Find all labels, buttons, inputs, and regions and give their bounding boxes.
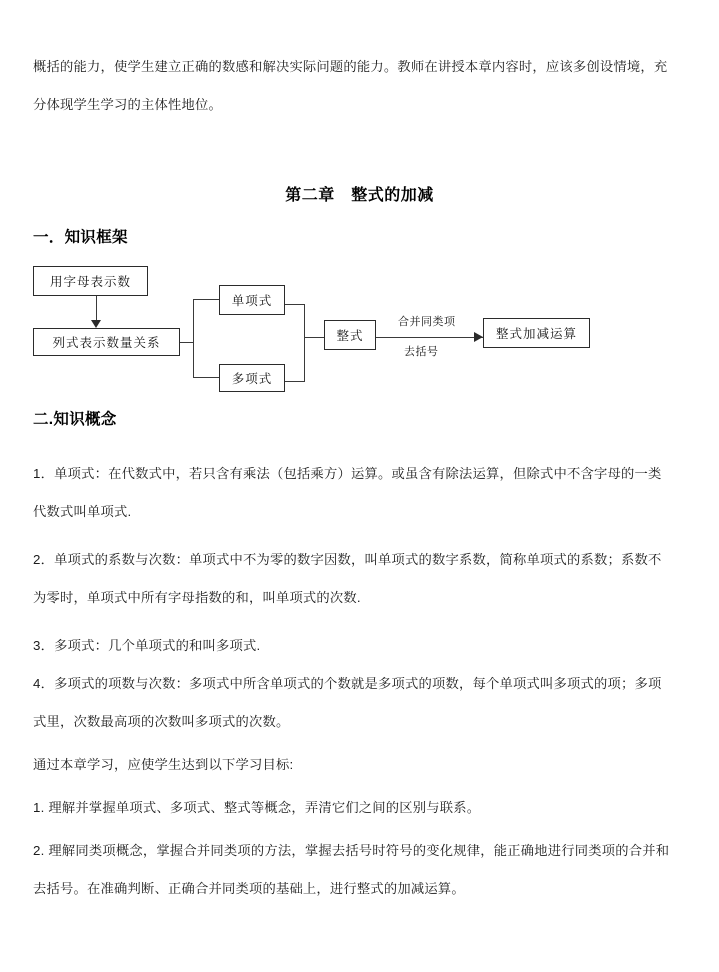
flow-arrow-letters-to-expressions <box>96 296 97 322</box>
flow-node-operation: 整式加减运算 <box>483 318 590 348</box>
flow-connector-polynomial-bracket-right <box>285 381 304 382</box>
flow-node-integral: 整式 <box>324 320 376 350</box>
flow-node-monomial: 单项式 <box>219 285 285 315</box>
arrow-head-down-icon <box>91 320 101 328</box>
flow-bracket-left <box>193 299 194 377</box>
flow-edge-label-below: 去括号 <box>404 346 439 358</box>
goal-line-2b: 去括号。在准确判断、正确合并同类项的基础上，进行整式的加减运算。 <box>33 881 465 896</box>
flow-node-letters: 用字母表示数 <box>33 266 148 296</box>
arrow-head-right-icon <box>474 332 483 342</box>
intro-paragraph-line-1: 概括的能力，使学生建立正确的数感和解决实际问题的能力。教师在讲授本章内容时，应该多创设情境，充 <box>33 59 668 74</box>
section-heading-knowledge-concepts: 二.知识概念 <box>33 411 117 428</box>
flow-edge-label-above: 合并同类项 <box>398 316 456 328</box>
flow-connector-monomial-bracket-right <box>285 304 304 305</box>
flow-connector-bracket-monomial <box>193 299 220 300</box>
goal-line-1: 1. 理解并掌握单项式、多项式、整式等概念，弄清它们之间的区别与联系。 <box>33 800 481 815</box>
concept-line-1a: 1．单项式：在代数式中，若只含有乘法（包括乘方）运算。或虽含有除法运算，但除式中不含字母的一类 <box>33 466 662 481</box>
goals-intro: 通过本章学习，应使学生达到以下学习目标: <box>33 757 294 772</box>
concept-line-4a: 4．多项式的项数与次数：多项式中所含单项式的个数就是多项式的项数，每个单项式叫多项式的项；多项 <box>33 676 662 691</box>
flow-bracket-right <box>304 304 305 382</box>
flow-connector-expressions-bracket <box>180 342 193 343</box>
intro-paragraph-line-2: 分体现学生学习的主体性地位。 <box>33 97 222 112</box>
flow-node-polynomial: 多项式 <box>219 364 285 392</box>
goal-line-2a: 2. 理解同类项概念，掌握合并同类项的方法，掌握去括号时符号的变化规律，能正确地进行同类项的合并和 <box>33 843 670 858</box>
concept-line-1b: 代数式叫单项式. <box>33 504 132 519</box>
concept-line-2a: 2．单项式的系数与次数：单项式中不为零的数字因数，叫单项式的数字系数，简称单项式的系数；系数不 <box>33 552 662 567</box>
flow-connector-bracket-polynomial <box>193 377 220 378</box>
flow-connector-bracket-integral <box>304 337 325 338</box>
concept-line-4b: 式里，次数最高项的次数叫多项式的次数。 <box>33 714 290 729</box>
section-heading-knowledge-framework: 一．知识框架 <box>33 229 128 246</box>
flow-arrow-integral-to-operation <box>376 337 483 338</box>
chapter-title: 第二章 整式的加减 <box>285 187 434 204</box>
flow-node-expressions: 列式表示数量关系 <box>33 328 180 356</box>
concept-line-3: 3．多项式：几个单项式的和叫多项式. <box>33 638 261 653</box>
concept-line-2b: 为零时，单项式中所有字母指数的和，叫单项式的次数. <box>33 590 361 605</box>
